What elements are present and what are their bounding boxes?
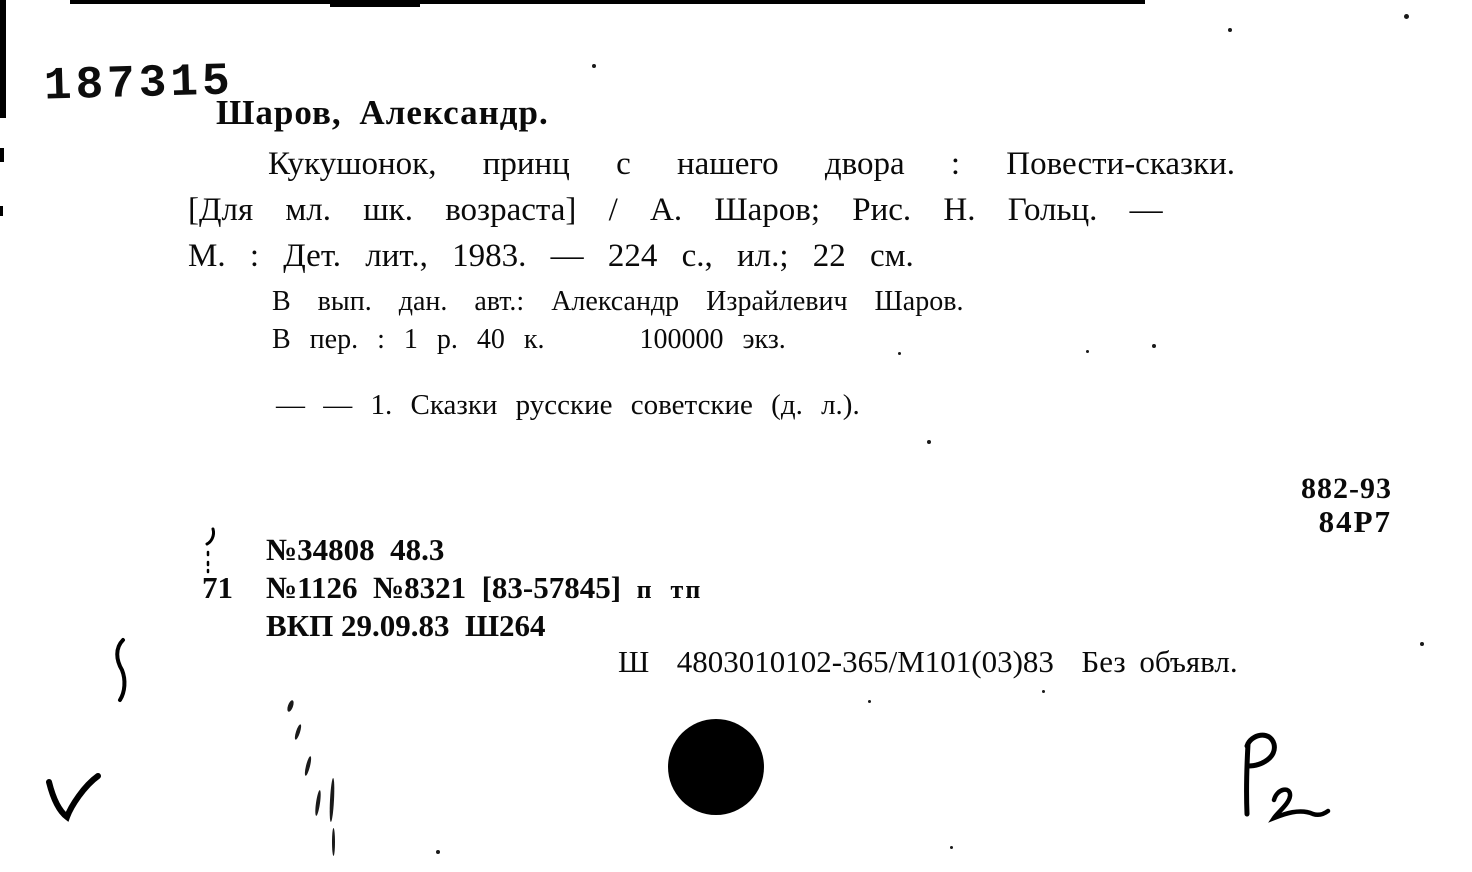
scan-streak — [294, 724, 303, 740]
control-row-2-margin: 71 — [202, 570, 233, 605]
control-row-1: №34808 48.3 — [266, 532, 445, 567]
scan-speckle — [592, 64, 596, 68]
subject-heading: — — 1. Сказки русские советские (д. л.). — [276, 389, 860, 421]
scan-edge-left-dash — [0, 148, 4, 162]
scan-speckle — [868, 700, 871, 703]
punch-hole — [668, 719, 764, 815]
handwritten-margin-stroke — [106, 636, 136, 713]
scan-streak — [332, 828, 335, 856]
price-print-run-note: В пер. : 1 р. 40 к. 100000 экз. — [272, 324, 786, 355]
author-heading: Шаров, Александр. — [216, 93, 549, 132]
handwritten-tick-mark — [200, 524, 222, 579]
scan-speckle — [1404, 14, 1409, 19]
control-row-2-numbers: №1126 №8321 [83-57845] — [266, 570, 637, 605]
handwritten-shelf-mark — [1218, 722, 1348, 837]
check-mark-icon — [42, 772, 104, 830]
scan-edge-left-dash — [0, 206, 3, 216]
handwritten-check-mark — [42, 772, 104, 835]
scan-speckle — [927, 440, 931, 444]
accession-number-stamp: 187315 — [43, 55, 235, 113]
scan-speckle — [950, 846, 953, 849]
shelf-mark-icon — [1218, 722, 1348, 832]
scan-speckle — [1228, 28, 1232, 32]
control-row-3: ВКП 29.09.83 Ш264 — [266, 608, 546, 643]
scan-streak — [314, 790, 322, 816]
scan-speckle — [1086, 350, 1089, 353]
scan-speckle — [1042, 690, 1045, 693]
scan-edge-left — [0, 0, 6, 118]
scan-speckle — [1420, 642, 1424, 646]
bbk-index: 84Р7 — [1318, 504, 1392, 539]
scan-edge-top-blot — [330, 0, 420, 7]
scan-streak — [304, 756, 313, 776]
colophon-author-note: В вып. дан. авт.: Александр Израйлевич Шаров. — [272, 286, 964, 317]
scan-streak — [329, 778, 335, 822]
control-row-2-note: п тп — [636, 575, 703, 604]
scan-speckle — [1152, 344, 1156, 348]
scan-streak — [286, 700, 295, 713]
order-number-line: Ш 4803010102-365/М101(03)83 Без объявл. — [618, 644, 1238, 679]
scan-speckle — [898, 352, 901, 355]
statement-line: [Для мл. шк. возраста] / А. Шаров; Рис. Н. Гольц. — — [188, 192, 1163, 228]
scan-speckle — [436, 850, 440, 854]
udc-index: 882-93 — [1301, 472, 1392, 505]
scan-edge-top — [70, 0, 1145, 4]
margin-stroke-icon — [106, 636, 136, 708]
tick-mark-icon — [200, 524, 222, 574]
control-row-2 — [266, 571, 702, 605]
imprint-line: М. : Дет. лит., 1983. — 224 с., ил.; 22 см. — [188, 238, 914, 274]
title-line: Кукушонок, принц с нашего двора : Повести-сказки. — [268, 146, 1235, 182]
